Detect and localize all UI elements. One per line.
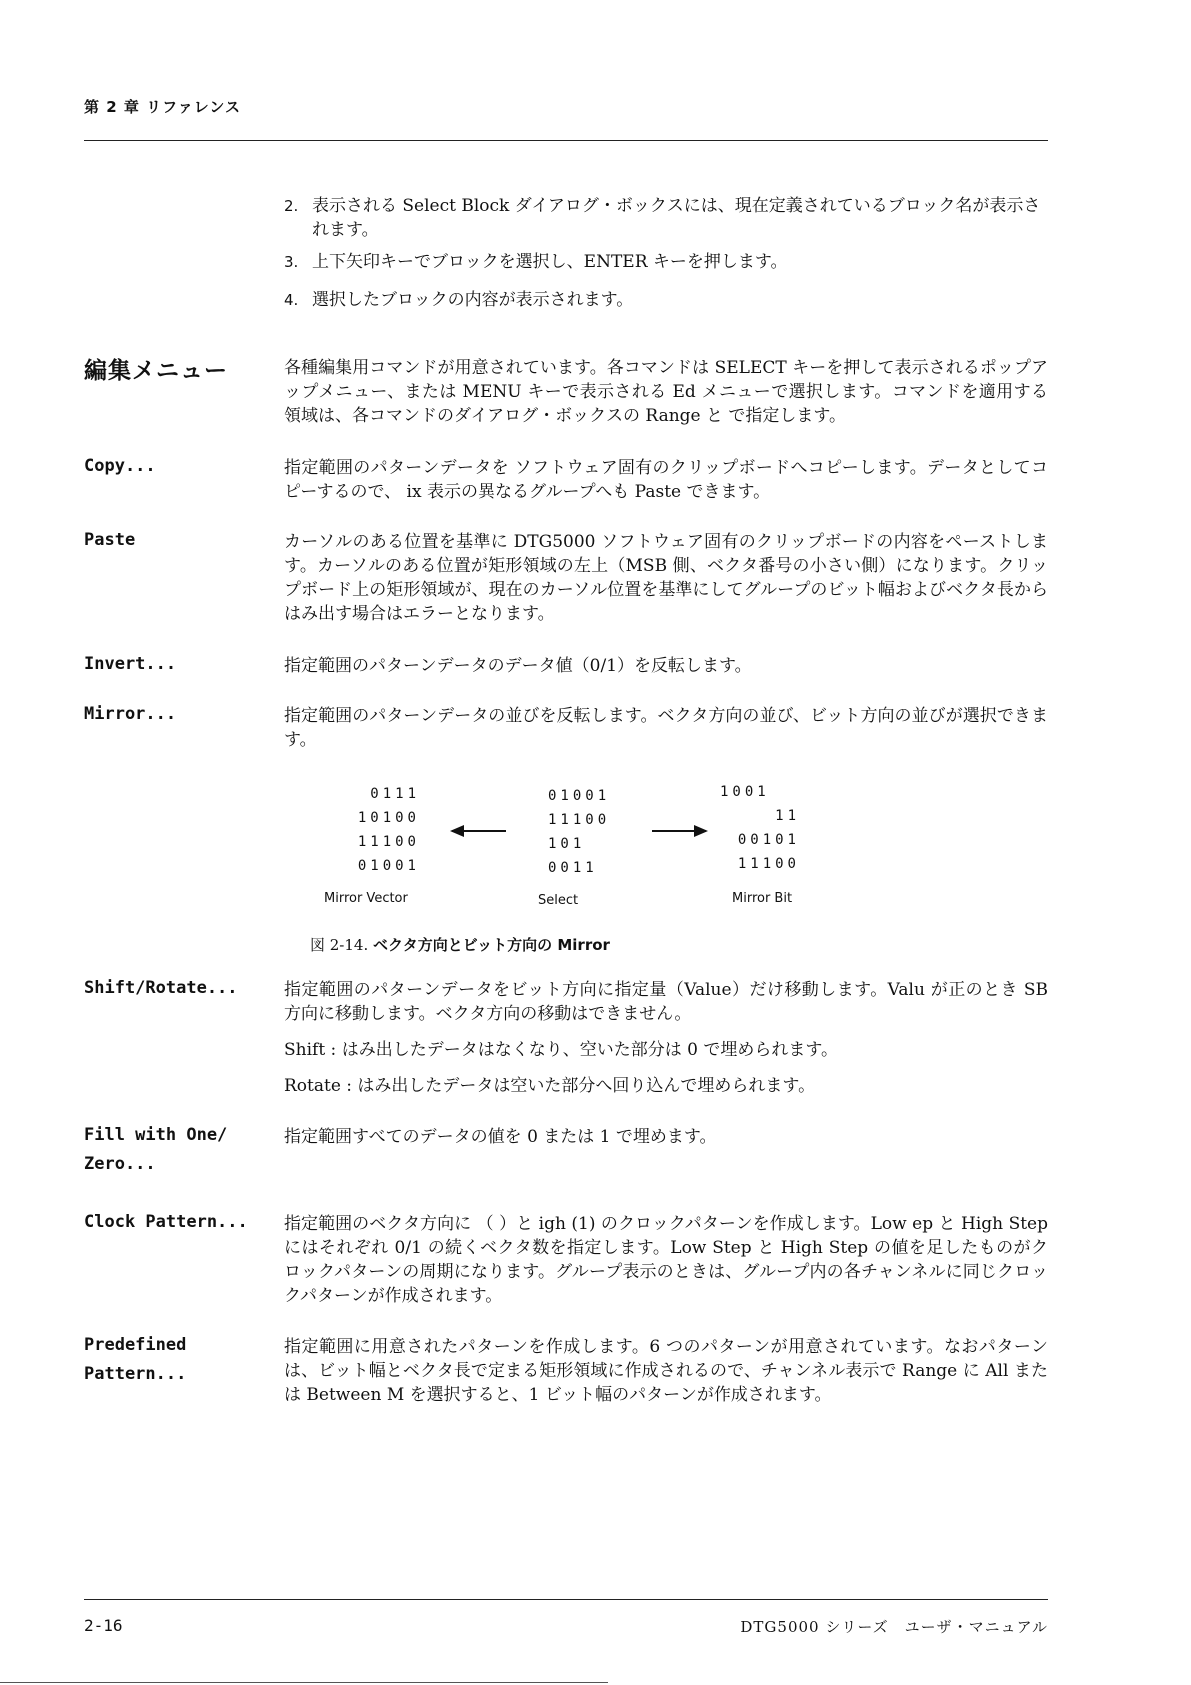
desc-text: 指定範囲すべてのデータの値を 0 または 1 で埋めます。 [284,1127,717,1147]
section-title: 編集メニュー [84,358,228,384]
desc-text: 指定範囲のベクタ方向に （ ）と igh (1) のクロックパターンを作成します。Low ep と High Step にはそれぞれ 0/1 の続くベクタ数を指定します。Low Step と High Step の値を足したものがクロックパターンの周期になります。グループ表示のときは、グループ内の各チャンネルに同じクロックパターンが作成されます。 [284,1214,1048,1306]
step-text: 表示される Select Block ダイアログ・ボックスには、現在定義されているブロック名が表示されます。 [312,196,1041,240]
figure-label-mirror-vector: Mirror Vector [324,891,408,906]
chapter-header: 第 2 章 リファレンス [84,98,241,116]
step-text: 選択したブロックの内容が表示されます。 [312,290,634,310]
section-intro [284,356,1048,440]
step-number: 3. [284,253,299,271]
term-mirror: Mirror... [84,704,177,724]
bit-row: 101 [548,836,586,852]
intro-text: 各種編集用コマンドが用意されています。各コマンドは SELECT キーを押して表示されるポップアップメニュー、または MENU キーで表示される Ed メニューで選択します。コマンドを適用する領域は、各コマンドのダイアログ・ボックスの Range と で指定します。 [284,358,1048,426]
desc-shift-rotate [284,978,1048,1110]
term-predefined-pattern: Predefined Pattern... [84,1335,187,1384]
bit-row: 10100 [357,810,420,826]
bit-row: 01001 [357,858,420,874]
bit-row: 11100 [548,812,611,828]
header-rule [84,140,1048,141]
step-number: 4. [284,291,299,309]
step-item [284,288,1048,312]
term-invert: Invert... [84,654,177,674]
figure-label-mirror-bit: Mirror Bit [732,891,793,906]
desc-text: 指定範囲のパターンデータのデータ値（0/1）を反転します。 [284,656,752,676]
step-list [284,194,1048,312]
desc-fill [284,1125,1048,1161]
desc-paste [284,530,1048,638]
desc-text: 指定範囲のパターンデータをビット方向に指定量（Value）だけ移動します。Valu が正のとき SB 方向に移動します。ベクタ方向の移動はできません。 [284,980,1048,1024]
select-block [548,784,668,880]
scan-edge-line [0,1682,608,1683]
desc-text: 指定範囲に用意されたパターンを作成します。6 つのパターンが用意されています。なおパターンは、ビット幅とベクタ長で定まる矩形領域に作成されるので、チャンネル表示で Range に All または Between M を選択すると、1 ビット幅のパターンが作成されます。 [284,1337,1048,1405]
desc-predefined-pattern [284,1335,1048,1419]
footer-rule [84,1599,1048,1600]
term-shift-rotate: Shift/Rotate... [84,978,238,998]
term-paste: Paste [84,530,136,550]
step-number: 2. [284,197,299,215]
arrow-left-icon [452,830,506,832]
figure-label-select: Select [538,893,579,908]
bit-row: 01001 [548,788,611,804]
term-copy: Copy... [84,456,156,476]
bit-row: 0111 [370,786,420,802]
bit-row: 0011 [548,860,598,876]
manual-title: DTG5000 シリーズ ユーザ・マニュアル [740,1618,1048,1636]
bit-row: 11100 [357,834,420,850]
desc-text: 指定範囲のパターンデータを ソフトウェア固有のクリップボードへコピーします。データとしてコピーするので、 ix 表示の異なるグループへも Paste できます。 [284,458,1048,502]
term-fill: Fill with One/ Zero... [84,1125,228,1174]
bit-row: 11100 [737,856,800,872]
caption-number: 図 2-14. [310,936,369,954]
bit-row: 00101 [737,832,800,848]
desc-text: 指定範囲のパターンデータの並びを反転します。ベクタ方向の並び、ビット方向の並びが選択できます。 [284,706,1048,750]
term-clock-pattern: Clock Pattern... [84,1212,248,1232]
desc-copy [284,456,1048,516]
step-item [284,250,1048,274]
step-text: 上下矢印キーでブロックを選択し、ENTER キーを押します。 [312,252,788,272]
bit-row: 11 [775,808,800,824]
bit-row: 1001 [720,784,770,800]
arrow-right-icon [652,830,706,832]
mirror-bit-block [720,780,800,876]
page-number: 2-16 [84,1616,123,1635]
desc-invert [284,654,1048,690]
desc-mirror [284,704,1048,764]
mirror-vector-block [300,782,420,878]
desc-text: Shift : はみ出したデータはなくなり、空いた部分は 0 で埋められます。 [284,1040,838,1060]
desc-clock-pattern [284,1212,1048,1320]
desc-text: Rotate : はみ出したデータは空いた部分へ回り込んで埋められます。 [284,1076,816,1096]
figure-caption [310,934,610,955]
caption-title: ベクタ方向とビット方向の Mirror [373,936,610,954]
desc-text: カーソルのある位置を基準に DTG5000 ソフトウェア固有のクリップボードの内容をペーストします。カーソルのある位置が矩形領域の左上（MSB 側、ベクタ番号の小さい側）になります。クリップボード上の矩形領域が、現在のカーソル位置を基準にしてグループのビット幅およびベクタ長からはみ出す場合はエラーとなります。 [284,532,1048,624]
step-item [284,194,1048,242]
